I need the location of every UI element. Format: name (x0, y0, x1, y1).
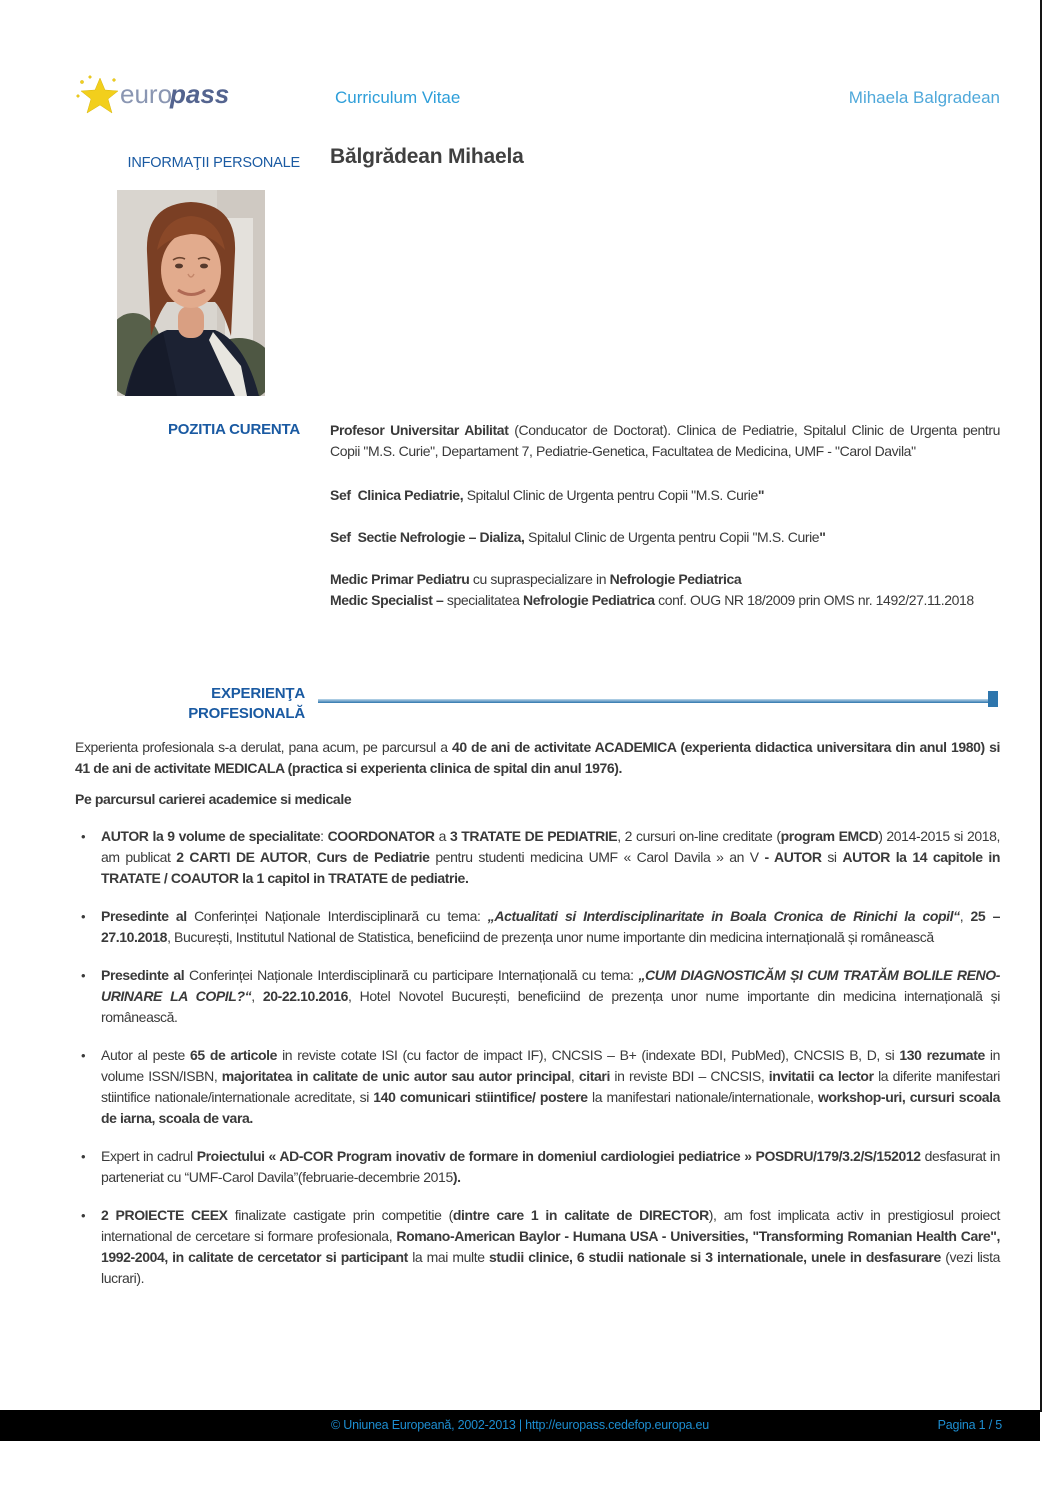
person-full-name: Bălgrădean Mihaela (330, 145, 524, 168)
text-run: in reviste cotate ISI (cu factor de impact IF), CNCSIS – B+ (indexate BDI, PubMed), CNCSIS B, D, si (277, 1047, 900, 1063)
position-paragraph (330, 527, 1000, 548)
emphasis-text: 40 de ani de activitate ACADEMICA (experienta didactica universitara din anul 1980) si 41 de ani de activitate MEDICALA (practica si experienta clinica de spital din anul 1976). (75, 739, 1000, 776)
text-run: Conferinței Naționale Interdisciplinară cu tema: (186, 908, 488, 924)
text-run: (vezi lista lucrari). (101, 1249, 1000, 1286)
emphasis-text: Sef Sectie Nefrologie – Dializa, (330, 529, 529, 545)
emphasis-text: 25 – 27.10.2018 (101, 908, 1001, 945)
bullet-text (101, 1148, 1000, 1185)
text-run: in reviste BDI – CNCSIS, (609, 1068, 769, 1084)
emphasis-text: citari (578, 1068, 610, 1084)
position-paragraph (330, 590, 1000, 611)
section-label-experienta-profesionala (0, 684, 305, 724)
text-run: ) 2014-2015 si 2018, am publicat (101, 828, 1000, 865)
header-person-name: Mihaela Balgradean (848, 88, 1000, 107)
bullet-dot-icon: • (81, 1208, 86, 1223)
experience-bullet-item (75, 826, 1000, 889)
footer-page-number: Pagina 1 / 5 (937, 1418, 1002, 1432)
emphasis-text: AUTOR la 14 capitole in TRATATE / COAUTOR la 1 capitol in TRATATE de pediatrie. (101, 849, 1000, 886)
page-right-border (1040, 0, 1042, 1412)
experience-subheading: Pe parcursul carierei academice si medicale (75, 791, 352, 807)
text-run: , 2 cursuri on-line creditate ( (617, 828, 781, 844)
text-run: in volume ISSN/ISBN, (101, 1047, 1000, 1084)
experience-section-content (75, 737, 1000, 1306)
bullet-dot-icon: • (81, 1149, 86, 1164)
experience-bullet-item (75, 1146, 1000, 1188)
document-title: Curriculum Vitae (335, 88, 461, 107)
emphasis-text: 2 PROIECTE CEEX (101, 1207, 228, 1223)
text-run: la diferite manifestari stiintifice nationale/internationale acreditate, si (101, 1068, 1001, 1105)
emphasis-text: program EMCD (780, 828, 879, 844)
text-run: conf. OUG NR 18/2009 prin OMS nr. 1492/27.11.2018 (654, 592, 974, 608)
footer-bar (0, 1410, 1040, 1441)
text-run: Autor al peste (101, 1047, 190, 1063)
text-run: , (251, 988, 263, 1004)
emphasis-text: workshop-uri, cursuri scoala de iarna, scoala de vara. (101, 1089, 1000, 1126)
position-paragraph (330, 485, 1000, 506)
text-run: cu supraspecializare in (469, 571, 610, 587)
emphasis-text: majoritatea in calitate de unic autor sau autor principal (221, 1068, 571, 1084)
emphasis-text: Nefrologie Pediatrica (523, 592, 655, 608)
emphasis-text: Curs de Pediatrie (316, 849, 430, 865)
text-run: , (307, 849, 317, 865)
emphasis-text: Profesor Universitar Abilitat (330, 422, 515, 438)
bullet-text (101, 908, 1000, 945)
text-run: , (959, 908, 971, 924)
emphasis-text: Medic Specialist – (330, 592, 447, 608)
emphasis-text: 65 de articole (189, 1047, 278, 1063)
text-run: specialitatea (446, 592, 524, 608)
text-run: ), am fost implicata activ in prestigiosul proiect international de cercetare si formare profesionala, (101, 1207, 1000, 1244)
emphasis-text: Nefrologie Pediatrica (609, 571, 742, 587)
emphasis-text: 130 rezumate (899, 1047, 985, 1063)
emphasis-text: " (819, 529, 826, 545)
text-run: a (434, 828, 450, 844)
text-run: desfasurat in parteneriat cu “UMF-Carol Davila”(februarie-decembrie 2015 (101, 1148, 1001, 1185)
bullet-dot-icon: • (81, 909, 86, 924)
section-label-informatii-personale: INFORMAŢII PERSONALE (127, 155, 300, 171)
emphasis-text: invitatii ca lector (768, 1068, 874, 1084)
text-run: pentru studenti medicina UMF « Carol Davila » an V (429, 849, 765, 865)
bullet-dot-icon: • (81, 829, 86, 844)
bullet-dot-icon: • (81, 1048, 86, 1063)
text-run: Expert in cadrul (101, 1148, 197, 1164)
emphasis-text: Medic Primar Pediatru (330, 571, 470, 587)
emphasis-text: Proiectului « AD-COR Program inovativ de formare in domeniul cardiologiei pediatrice » POSDRU/179/3.2/S/152012 (196, 1148, 921, 1164)
text-run: (Conducator de Doctorat). Clinica de Pediatrie, Spitalul Clinic de Urgenta pentru Copii "M.S. Curie", Departament 7, Pediatrie-Genetica, Facultatea de Medicina, UMF - "Carol Davila" (330, 422, 1001, 459)
emphasis-text: Romano-American Baylor - Humana USA - Universities, "Transforming Romanian Health Care", 1992-2004, in calitate de cercetator si participant (101, 1228, 1000, 1265)
logo-text-euro: euro (120, 79, 173, 109)
bullet-text (101, 967, 1000, 1025)
experience-bullet-item (75, 906, 1000, 948)
experience-intro (75, 737, 1000, 779)
experience-bullet-item (75, 1205, 1000, 1289)
emphasis-text: 3 TRATATE DE PEDIATRIE (449, 828, 618, 844)
emphasis-text: 20-22.10.2016 (262, 988, 348, 1004)
section-rule (318, 699, 988, 703)
emphasis-text: „CUM DIAGNOSTICĂM ȘI CUM TRATĂM BOLILE RENO-URINARE LA COPIL?“ (101, 967, 1000, 1004)
bullet-dot-icon: • (81, 968, 86, 983)
experience-bullet-item (75, 1045, 1000, 1129)
experience-bullet-list (75, 826, 1000, 1289)
footer-copyright: © Uniunea Europeană, 2002-2013 | http://europass.cedefop.europa.eu (330, 1418, 710, 1432)
section-rule-end-square (988, 691, 998, 707)
text-run: , (570, 1068, 579, 1084)
text-run: Conferinței Naționale Interdisciplinară cu participare Internațională cu tema: (184, 967, 639, 983)
emphasis-text: 2 CARTI DE AUTOR (176, 849, 308, 865)
text-run: : (320, 828, 328, 844)
text-run: Spitalul Clinic de Urgenta pentru Copii "M.S. Curie (466, 487, 758, 503)
europass-logo-graphic (70, 70, 230, 120)
emphasis-text: „Actualitati si Interdisciplinaritate in Boala Cronica de Rinichi la copil“ (487, 908, 960, 924)
experience-bullet-item (75, 965, 1000, 1028)
text-run: , Hotel Novotel București, beneficiind de prezența unor nume importante din medicina internațională și românească. (101, 988, 1000, 1025)
europass-logo (70, 70, 230, 125)
position-paragraph (330, 420, 1000, 462)
bullet-text (101, 828, 1000, 886)
text-run: la mai multe (407, 1249, 489, 1265)
logo-text-pass: pass (170, 79, 230, 109)
emphasis-text: dintre care 1 in calitate de DIRECTOR (452, 1207, 709, 1223)
text-run: Spitalul Clinic de Urgenta pentru Copii "M.S. Curie (528, 529, 820, 545)
section-label-pozitia-curenta: POZITIA CURENTA (168, 421, 300, 438)
experience-label-line2: PROFESIONALĂ (188, 705, 305, 722)
europass-star-icon (77, 76, 118, 113)
emphasis-text: " (757, 487, 765, 503)
text-run: , București, Institutul National de Statistica, beneficiind de prezența unor nume importante din medicina internațională și românească (167, 929, 934, 945)
bullet-text (101, 1047, 1000, 1126)
profile-photo (117, 190, 265, 396)
text-run: la manifestari nationale/internationale, (587, 1089, 819, 1105)
position-section-content (330, 420, 1000, 632)
emphasis-text: COORDONATOR (327, 828, 435, 844)
emphasis-text: Presedinte al (101, 908, 187, 924)
emphasis-text: 140 comunicari stiintifice/ postere (373, 1089, 588, 1105)
emphasis-text: Presedinte al (101, 967, 185, 983)
text-run: Experienta profesionala s-a derulat, pana acum, pe parcursul a (75, 739, 452, 755)
emphasis-text: ). (452, 1169, 461, 1185)
emphasis-text: Sef Clinica Pediatrie, (330, 487, 467, 503)
text-run: si (821, 849, 843, 865)
emphasis-text: AUTOR la 9 volume de specialitate (101, 828, 321, 844)
bullet-text (101, 1207, 1000, 1286)
emphasis-text: studii clinice, 6 studii nationale si 3 internationale, unele in desfasurare (488, 1249, 941, 1265)
emphasis-text: - AUTOR (764, 849, 822, 865)
text-run: finalizate castigate prin competitie ( (227, 1207, 453, 1223)
experience-label-line1: EXPERIENŢA (211, 685, 305, 702)
position-paragraph (330, 569, 1000, 590)
